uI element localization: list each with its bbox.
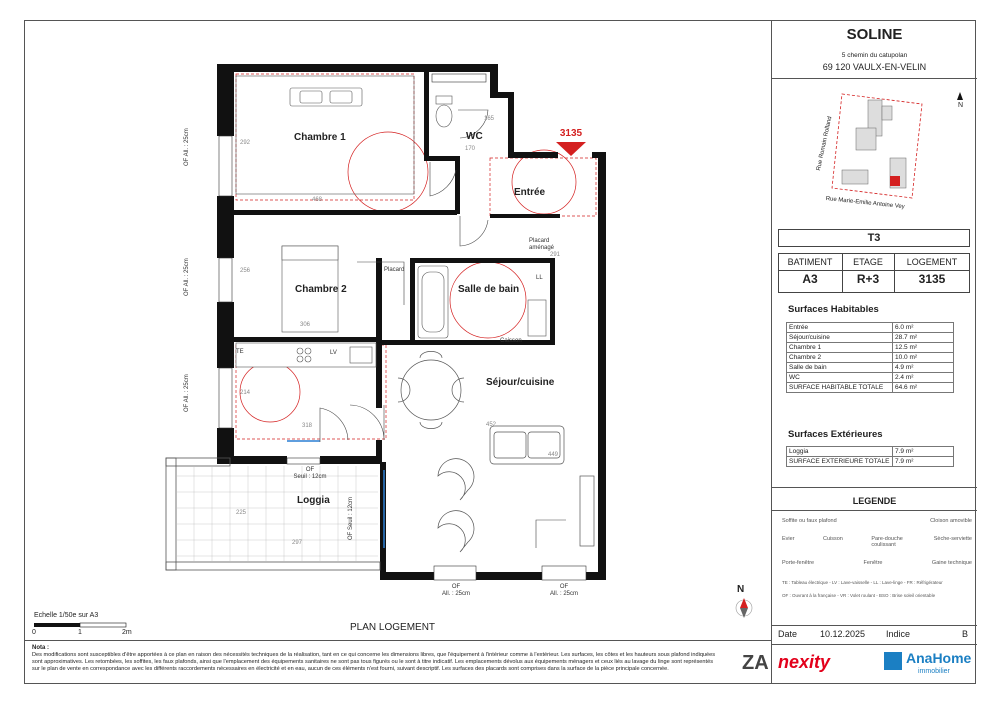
loggia-railing: [166, 458, 176, 570]
legende-title: LEGENDE: [852, 496, 897, 506]
wall: [232, 210, 457, 215]
window: [287, 458, 320, 464]
wall: [217, 456, 287, 464]
dim-label: 306: [300, 322, 311, 328]
armchair: [438, 459, 474, 500]
room-label-chambre2: Chambre 2: [295, 284, 347, 295]
surface-value: 28.7 m²: [893, 333, 954, 343]
surface-label: SURFACE EXTERIEURE TOTALE: [787, 457, 893, 467]
legend-evier: Evier: [782, 536, 795, 542]
room-label-loggia: Loggia: [297, 495, 330, 506]
surface-label: Chambre 1: [787, 343, 893, 353]
street-label-1: Rue Romain Rolland: [816, 115, 834, 172]
wall: [424, 72, 429, 158]
wc-bowl: [436, 105, 452, 127]
scale-bar: [34, 623, 126, 627]
window: [219, 368, 232, 428]
scale-tick-2: 2m: [122, 629, 132, 636]
project-address-2: 69 120 VAULX-EN-VELIN: [822, 62, 927, 72]
of-label-loggia-door: OF Seuil : 12cm: [293, 467, 327, 480]
sink: [350, 347, 372, 363]
surface-row: [787, 333, 954, 343]
dim-label: 292: [240, 140, 251, 146]
date-value: 10.12.2025: [820, 629, 866, 639]
door-swing: [320, 408, 348, 442]
of-label-window-2: OF All. : 25cm: [184, 258, 190, 296]
wall: [586, 572, 606, 580]
legend-note-2: OF : Ouvrant à la française - VR : Volet roulant - BSO : Brise soleil orientable: [782, 593, 936, 598]
surface-label: Séjour/cuisine: [787, 333, 893, 343]
surfaces-exterieures-table: [786, 446, 954, 467]
surface-row: [787, 373, 954, 383]
wc-tank: [436, 96, 452, 104]
bathtub-inner: [422, 272, 444, 332]
label-te: TE: [236, 349, 244, 355]
wall: [424, 156, 460, 161]
project-address-1: 5 chemin du catupolan: [841, 52, 908, 59]
unit-marker-label: 3135: [559, 128, 583, 139]
surface-label: Loggia: [787, 447, 893, 457]
wall: [410, 258, 415, 344]
dim-label: 256: [240, 268, 251, 274]
date-label: Date: [778, 629, 798, 639]
surfaces-habitables-title: Surfaces Habitables: [788, 304, 879, 315]
surface-value: 64.6 m²: [893, 383, 954, 393]
label-etage: ETAGE: [853, 257, 883, 267]
wall: [476, 572, 542, 580]
plan-title: PLAN LOGEMENT: [350, 622, 436, 633]
surface-label: WC: [787, 373, 893, 383]
indice-value: B: [962, 629, 969, 639]
loggia-railing: [166, 562, 380, 570]
pillow: [330, 91, 352, 103]
surfaces-exterieures-title: Surfaces Extérieures: [788, 429, 883, 440]
unit-type: T3: [778, 229, 970, 247]
door-swing: [430, 162, 456, 196]
surface-label: Entrée: [787, 323, 893, 333]
dim-label: 225: [236, 510, 247, 516]
unit-marker-triangle: [556, 142, 586, 156]
dim-label: 297: [292, 540, 303, 546]
label-batiment: BATIMENT: [787, 257, 833, 267]
door-swing: [460, 216, 488, 246]
tv-unit: [580, 476, 594, 546]
surface-row: [787, 383, 954, 393]
room-label-entree: Entrée: [514, 187, 546, 198]
surface-label: Salle de bain: [787, 363, 893, 373]
indice-label: Indice: [886, 629, 911, 639]
wall: [217, 302, 234, 368]
dim-label: 468: [312, 197, 323, 203]
door-swing: [350, 405, 384, 440]
scale-tick-1: 1: [78, 629, 82, 636]
wall: [380, 340, 555, 345]
scale-tick-0: 0: [32, 629, 36, 636]
dim-label: 165: [484, 116, 495, 122]
window: [434, 566, 476, 580]
street-label-2: Rue Marie-Emilie Antoine Vey: [825, 196, 905, 211]
surface-label: Chambre 2: [787, 353, 893, 363]
title-block: [771, 20, 976, 684]
notes-title: Nota :: [32, 645, 49, 651]
wall: [217, 64, 234, 136]
logo-za: ZA: [742, 652, 769, 674]
legend-pare-douche: Pare-douche coulissant: [871, 536, 903, 548]
surface-value: 7.9 m²: [893, 457, 954, 467]
legend-cuisson: Cuisson: [822, 536, 843, 542]
legend-porte-fenetre: Porte-fenêtre: [782, 560, 815, 566]
dim-label: 170: [465, 146, 476, 152]
armchair: [438, 511, 474, 552]
of-label-window-3: OF All. : 25cm: [184, 374, 190, 412]
value-etage: R+3: [856, 272, 880, 286]
wall: [217, 196, 234, 258]
dim-label: 452: [486, 422, 497, 428]
wall: [508, 152, 558, 158]
of-label-side-door: OF Seuil : 12cm: [348, 496, 354, 540]
notes-text: Des modifications sont susceptibles d'être apportées à ce plan en raison des nécessités techniques de la réalisation, tant en ce qui concerne les dimensions libres, que l'équipement à l'intérieur comme à l'extérieur. Les surfaces, les côtes et les hauteurs sous plafond indiquées sont approximatives. Les retombées, les soffites, les faux plafonds, ainsi que l'emplacement des équipements sanitaires ne sont pas tous figurés ou le sont à titre indicatif. Les emplacements dévolus aux équipements ménagers et ceux liés au lavage du linge sont représentés sur le plan de vente en correspondance avec les différents raccordements nécessaires en électricité et en eau, aucun de ces éléments n'est fourni, suivant descriptif. Les surfaces des placards sont comprises dans la surface de la pièce principale concernée.: [32, 652, 716, 672]
surface-value: 12.5 m²: [893, 343, 954, 353]
surface-label: SURFACE HABITABLE TOTALE: [787, 383, 893, 393]
location-marker: [890, 176, 900, 186]
legende-items: [782, 518, 972, 598]
label-ll: LL: [536, 275, 543, 281]
surface-value: 4.9 m²: [893, 363, 954, 373]
dim-label: 449: [548, 452, 559, 458]
of-label-window-4: OF All. : 25cm: [441, 584, 470, 597]
plan-north-label: N: [737, 584, 745, 595]
surface-row: [787, 343, 954, 353]
wall: [598, 152, 606, 578]
scale-label: Echelle 1/50e sur A3: [34, 612, 99, 619]
of-label-window-1: OF All. : 25cm: [184, 128, 190, 166]
wall: [550, 258, 555, 345]
wall: [376, 440, 382, 462]
surface-row: [787, 363, 954, 373]
room-label-wc: WC: [466, 131, 483, 142]
notes-divider: [24, 640, 771, 641]
legend-note-1: TE : Tableau électrique - LV : Lave-vaisselle - LL : Lave-linge - FR : Réfrigérateur: [782, 580, 943, 585]
window: [219, 136, 232, 196]
dim-label: 214: [240, 390, 251, 396]
label-logement: LOGEMENT: [906, 257, 958, 267]
logo-nexity: nexity: [778, 652, 831, 672]
wall: [217, 64, 497, 72]
wall: [508, 92, 514, 158]
wall: [410, 258, 555, 263]
value-batiment: A3: [802, 272, 818, 286]
label-placard: Placard: [384, 267, 405, 273]
window: [432, 74, 486, 82]
wall: [380, 462, 386, 580]
wall: [232, 337, 380, 342]
clearance-circle: [450, 262, 526, 338]
vanity: [528, 300, 546, 336]
label-caisson: Caisson: [500, 338, 522, 344]
surface-value: 7.9 m²: [893, 447, 954, 457]
legend-seche-serviette: Sèche-serviette: [933, 536, 972, 542]
dim-label: 318: [302, 423, 313, 429]
surface-row: [787, 457, 954, 467]
room-label-chambre1: Chambre 1: [294, 132, 346, 143]
pillow: [300, 91, 322, 103]
logo-anahome: AnaHome: [906, 650, 972, 666]
surface-row: [787, 447, 954, 457]
logo-anahome-sub: immobilier: [918, 668, 950, 675]
wall: [380, 572, 434, 580]
surface-value: 6.0 m²: [893, 323, 954, 333]
label-lv: LV: [330, 350, 337, 356]
legend-cloison: Cloison amovible: [930, 518, 972, 524]
wall: [490, 214, 560, 218]
door-swing: [536, 520, 566, 548]
window: [219, 258, 232, 302]
room-label-sejour: Séjour/cuisine: [486, 377, 555, 388]
legend-fenetre: Fenêtre: [863, 560, 883, 566]
bed-pillow: [282, 246, 338, 260]
of-label-window-5: OF All. : 25cm: [549, 584, 578, 597]
wall: [320, 456, 380, 464]
surfaces-habitables-table: [786, 322, 954, 393]
label-placard-amenage: Placard aménagé: [529, 238, 555, 251]
wall: [455, 156, 460, 214]
logo-anahome-icon: [884, 652, 902, 670]
surface-row: [787, 323, 954, 333]
surface-value: 10.0 m²: [893, 353, 954, 363]
wall: [376, 258, 382, 408]
project-name: SOLINE: [846, 26, 903, 43]
dim-label: 291: [550, 252, 561, 258]
wall: [490, 64, 498, 92]
room-label-salle-de-bain: Salle de bain: [458, 284, 520, 295]
north-arrow: [736, 598, 752, 618]
legend-gaine: Gaine technique: [931, 560, 972, 566]
clearance-circle: [512, 150, 576, 214]
surface-row: [787, 353, 954, 363]
surface-value: 2.4 m²: [893, 373, 954, 383]
legend-soffite: Soffite ou faux plafond: [782, 518, 837, 524]
value-logement: 3135: [918, 272, 946, 286]
map-north-label: N: [958, 102, 964, 109]
map-north-icon: [957, 92, 963, 100]
window: [542, 566, 586, 580]
